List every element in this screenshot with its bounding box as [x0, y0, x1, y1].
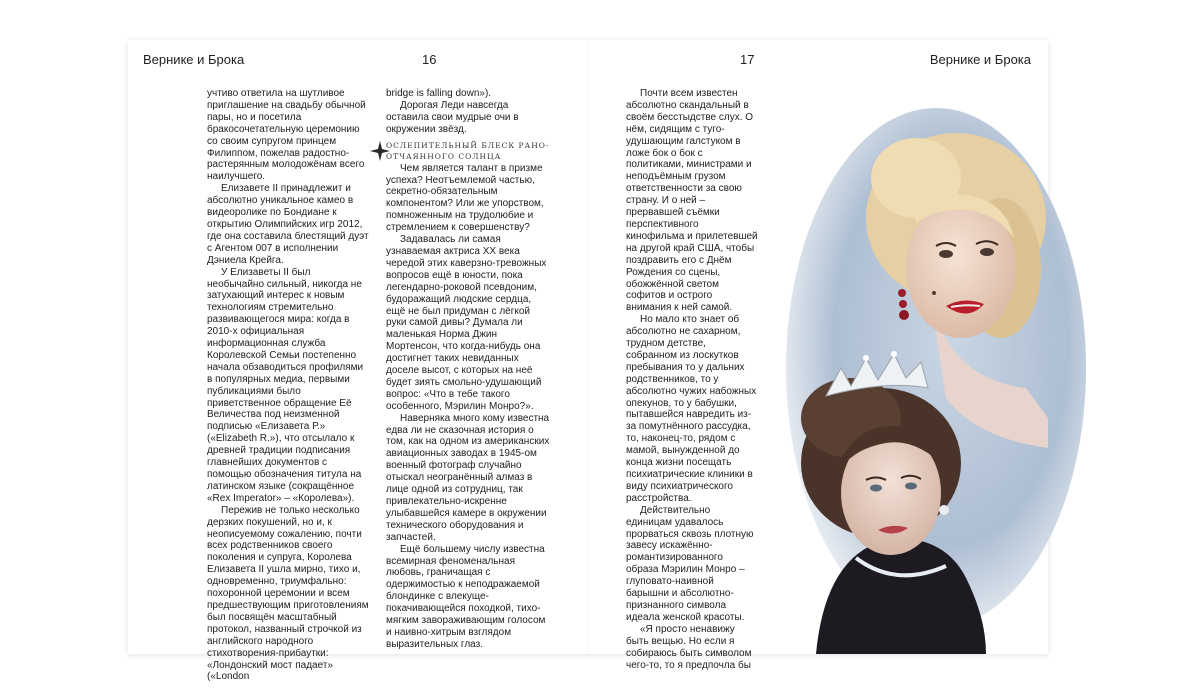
paragraph: «Я просто ненавижу быть вещью. Но если я собираюсь быть символом чего-то, то я предпочла бы	[626, 623, 752, 671]
left-page-number: 16	[422, 52, 437, 67]
left-running-header: Верникe и Брока	[143, 52, 245, 67]
paragraph: Ещё большему числу известна всемирная феноменальная любовь, граничащая с одержимостью к неподражаемой блондинке с влекуще-покачивающейся походкой, тихо-мягким завораживающим голосом и наивно-хитрым взглядом выразительных глаз.	[386, 543, 546, 650]
right-running-header: Верникe и Брока	[929, 52, 1031, 67]
paragraph: Чем является талант в призме успеха? Неотъемлемой частью, секретно-обязательным компонентом? Или же упорством, помноженным на трудолюбие и стремлением к совершенству?	[386, 162, 544, 234]
paragraph: У Елизаветы II был необычайно сильный, никогда не затухающий интерес к новым технологиям стремительно развивающегося мира: когда в 2010-х официальная информационная служба Королевской Семьи постепенно начала обзаводиться профилями в популярных медиа, первыми публикациями было приветственное обращение Её Величества под неизменной подписью «Елизавета Р.» («Elizabeth R.»), что отсылало к древней традиции подписания главнейших документов с помощью обозначения титула на латинском языке (сокращённое «Rex Imperator» – «Королева»).	[207, 266, 364, 504]
paragraph: bridge is falling down»).	[386, 88, 492, 99]
right-page-number: 17	[740, 52, 755, 67]
text-column-3	[626, 88, 758, 671]
paragraph: Пережив не только несколько дерзких покушений, но и, к неописуемому сожалению, почти всех родственников своего поколения и супруга, Королева Елизавета II ушла мирно, тихо и, одновременно, триумфально: похоронной церемонии и всем предшествующим приготовлениям был посвящён масштабный протокол, названный строчкой из английского народного стихотворения-прибаутки: «Лондонский мост падает» («London	[207, 504, 369, 683]
page-fold	[587, 40, 589, 654]
paragraph: Но мало кто знает об абсолютно не сахарном, трудном детстве, собранном из лоскутков пребывания то у дальних родственников, то у абсолютно чужих набожных опекунов, то у бабушки, пытавшейся навредить из-за помутнённого рассудка, то, наконец-то, рядом с мамой, вынужденной до конца жизни посещать психиатрические клиники в виду психиатрического расстройства.	[626, 314, 757, 504]
section-heading-text: ОСЛЕПИТЕЛЬНЫЙ БЛЕСК РАНО-ОТЧАЯННОГО СОЛНЦА	[386, 140, 550, 162]
section-heading	[386, 140, 552, 163]
paragraph: Наверняка много кому известна едва ли не сказочная история о том, как на одном из американских авиационных заводах в 1945-ом военный фотограф случайно отыскал неогранённый алмаз в лице одной из сотрудниц, так привлекательно-искренне улыбавшейся камере в окружении технического оборудования и запчастей.	[386, 412, 550, 543]
paragraph: Елизавете II принадлежит и абсолютно уникальное камео в видеоролике по Бондиане к открытию Олимпийских игр 2012, где она составила блестящий дуэт с Агентом 007 в исполнении Дэниела Крейга.	[207, 183, 369, 266]
magazine-spread	[128, 40, 1048, 683]
paragraph: Дорогая Леди навсегда оставила свои мудрые очи в окружении звёзд.	[386, 99, 519, 135]
paragraph: учтиво ответила на шутливое приглашение на свадьбу обычной пары, но и посетила бракосочетательную церемонию со своим супругом принцем Филиппом, пожелав радостно-растерянным молодожёнам всего наилучшего.	[207, 88, 366, 183]
paragraph: Задавалась ли самая узнаваемая актриса XX века чередой этих каверзно-тревожных вопросов ещё в юности, пока легендарно-роковой псевдоним, будоражащий людские сердца, ещё не был придуман с лёгкой руки самой дивы? Думала ли маленькая Норма Джин Мортенсон, что когда-нибудь она достигнет таких невиданных доселе высот, с которых на неё будет зиять смольно-удушающий вопрос: «Что в тебе такого особенного, Мэрилин Монро?».	[386, 234, 547, 412]
paragraph: Действительно единицам удавалось прорваться сквозь плотную завесу искажённо-романтизированного образа Мэрилин Монро – глуповато-наивной барышни и абсолютно-признанного символа идеала женской красоты.	[626, 504, 754, 623]
paragraph: Почти всем известен абсолютно скандальный в своём бесстыдстве слух. О нём, сидящим с туго-удушающим галстуком в ложе бок о бок с политиками, министрами и неподъёмным грузом ответственности за свою страну. И о ней – прервавшей съёмки перспективного кинофильма и прилетевшей на другой край США, чтобы поздравить его с Днём Рождения со сцены, обожжённой светом софитов и острого внимания к ней самой.	[626, 88, 758, 314]
four-point-star-icon	[370, 141, 390, 161]
text-column-1	[207, 88, 370, 683]
text-column-2	[386, 88, 552, 651]
portrait-illustration	[796, 118, 1048, 654]
